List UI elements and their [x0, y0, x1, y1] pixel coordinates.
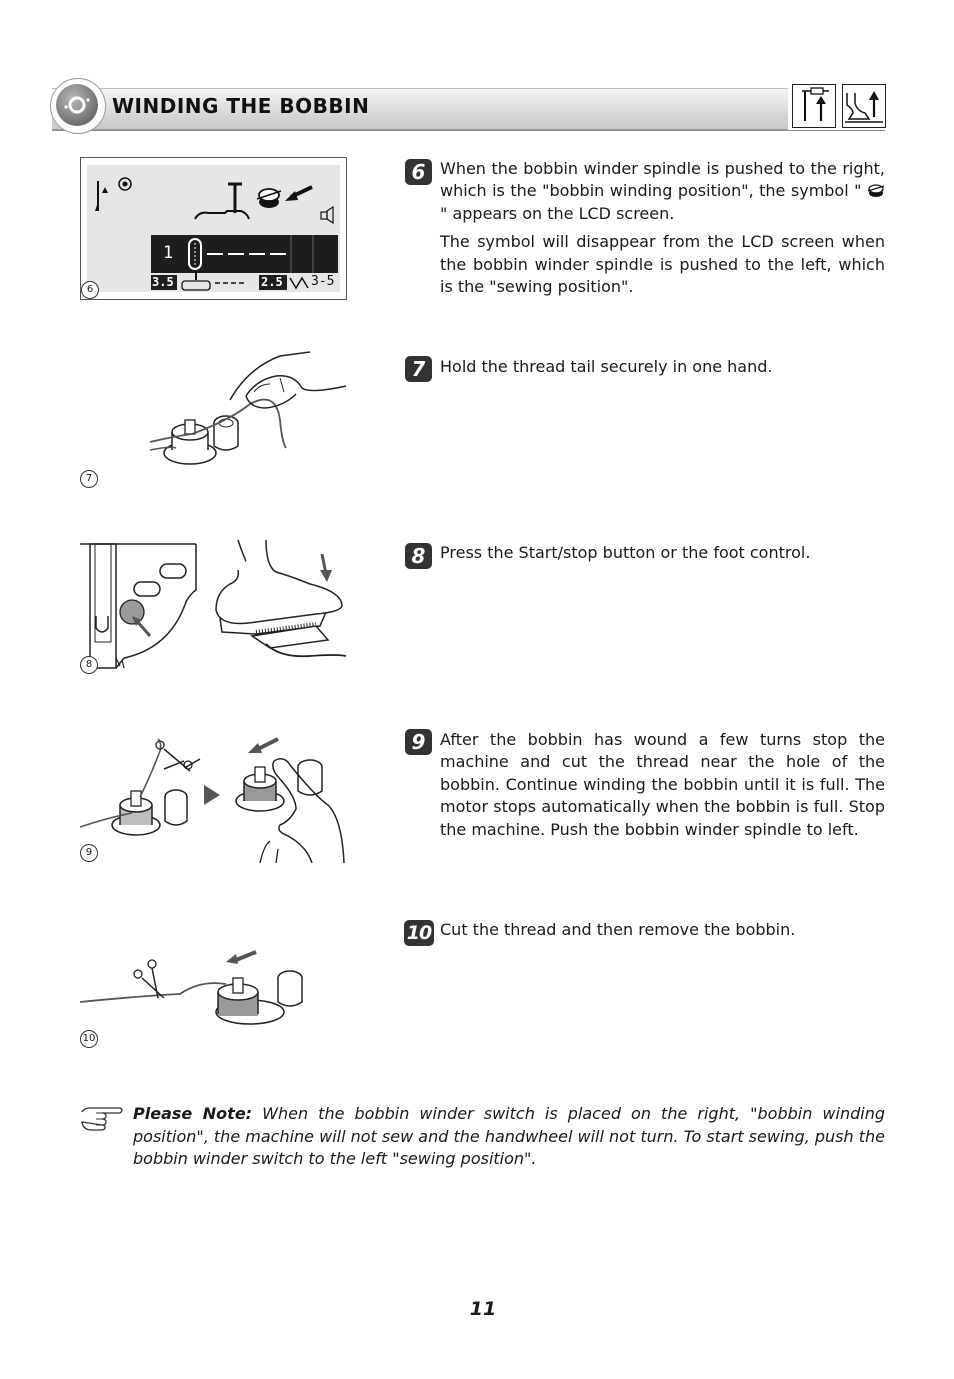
step-6-text-paragraph-2: The symbol will disappear from the LCD screen when the bobbin winder spindle is pushed to the left, which is the "sewing position". — [440, 232, 885, 297]
step-6-text — [440, 158, 885, 298]
figure-number-10: 10 — [80, 1030, 98, 1048]
step-9-text: After the bobbin has wound a few turns stop the machine and cut the thread near the hole of the bobbin. Continue winding the bobbin until it is full. The motor stops automatically when the bobbin is full. Stop the machine. Push the bobbin winder spindle to left. — [440, 730, 885, 839]
step-8-badge: 8 — [405, 543, 432, 569]
note-label: Please Note: — [133, 1104, 253, 1123]
step-10-badge: 10 — [404, 920, 434, 946]
please-note — [133, 1103, 885, 1171]
presser-foot-up-mode-icon — [842, 84, 886, 128]
lcd-buttonhole-range: 3-5 — [311, 274, 335, 289]
step-7-text: Hold the thread tail securely in one hand. — [440, 357, 773, 376]
step-10-text: Cut the thread and then remove the bobbin. — [440, 920, 796, 939]
figure-number-7: 7 — [80, 470, 98, 488]
lcd-display — [87, 165, 340, 292]
step-6-text-part-1: When the bobbin winder spindle is pushed to the right, which is the "bobbin winding position", the symbol " — [440, 159, 885, 201]
note-text: When the bobbin winder switch is placed on the right, "bobbin winding position", the machine will not sew and the handwheel will not turn. To start sewing, push the bobbin winder switch to the left "sewing position". — [133, 1104, 885, 1169]
step-9-badge: 9 — [405, 729, 432, 755]
cut-remove-figure — [80, 940, 350, 1048]
step-6-badge: 6 — [405, 159, 432, 185]
page-number: 11 — [469, 1298, 497, 1320]
page-title: WINDING THE BOBBIN — [112, 94, 370, 118]
hold-thread-figure — [80, 350, 350, 490]
bobbin-winding-symbol-icon — [867, 184, 885, 198]
header-divider — [52, 130, 885, 131]
wind-bobbin-figure — [80, 735, 350, 863]
lcd-stitch-length: 3.5 — [152, 275, 174, 289]
lcd-stitch-number: 1 — [163, 243, 174, 263]
figure-number-9: 9 — [80, 844, 98, 862]
lcd-stitch-width: 2.5 — [261, 275, 283, 289]
step-7-badge: 7 — [405, 356, 432, 382]
figure-number-6: 6 — [81, 281, 99, 299]
needle-up-mode-icon — [792, 84, 836, 128]
pointing-hand-icon — [80, 1104, 124, 1132]
lcd-screen-figure — [80, 157, 347, 300]
step-6-text-part-2: " appears on the LCD screen. — [440, 203, 675, 223]
bobbin-section-icon — [56, 84, 98, 126]
figure-number-8: 8 — [80, 656, 98, 674]
step-8-text: Press the Start/stop button or the foot control. — [440, 543, 811, 562]
start-stop-figure — [80, 540, 350, 675]
